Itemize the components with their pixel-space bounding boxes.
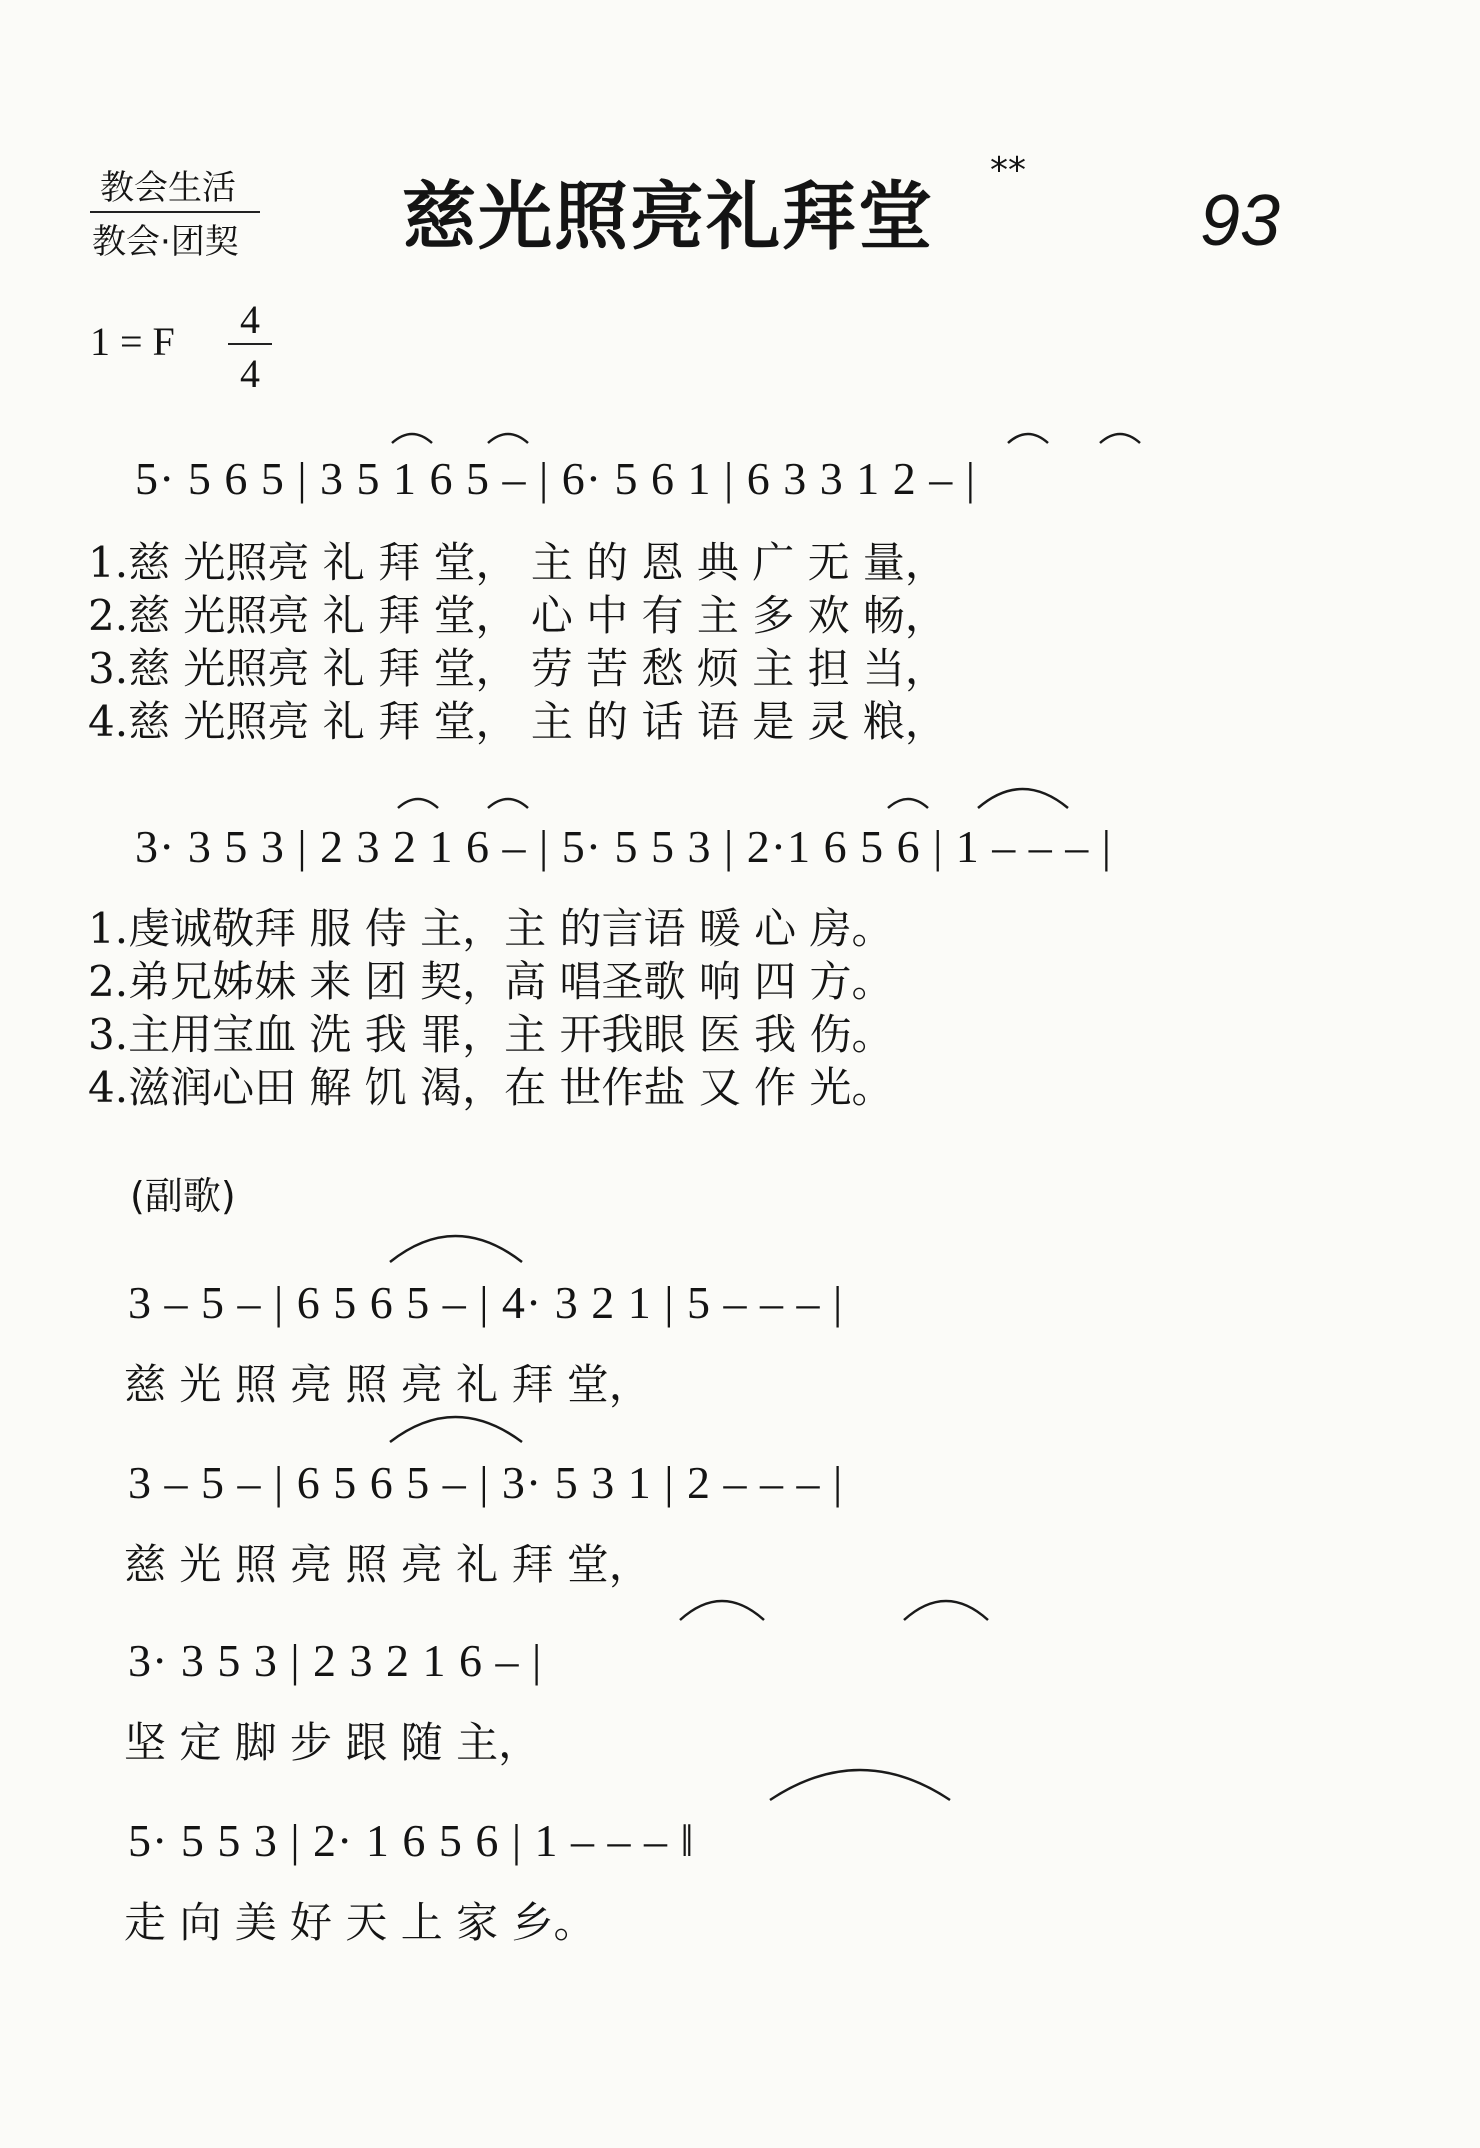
slur-10 <box>390 1417 522 1442</box>
system-1-verse-3: 3.慈 光照亮 礼 拜 堂， 劳 苦 愁 烦 主 担 当， <box>88 644 947 693</box>
slur-11 <box>680 1601 764 1620</box>
system-1-verse-4: 4.慈 光照亮 礼 拜 堂， 主 的 话 语 是 灵 粮， <box>88 697 947 746</box>
slur-9 <box>390 1236 522 1262</box>
slur-4 <box>1100 434 1140 443</box>
time-signature-top: 4 <box>240 297 260 342</box>
chorus-line-1-notes: 3 – 5 – | 6 5 6 5 – | 4· 3 2 1 | 5 – – – | <box>128 1277 844 1328</box>
title-mark: ** <box>990 150 1026 191</box>
slur-3 <box>1008 434 1048 443</box>
system-1-verse-1: 1.慈 光照亮 礼 拜 堂， 主 的 恩 典 广 无 量， <box>88 538 947 587</box>
system-2-verse-1: 1.虔诚敬拜 服 侍 主，主 的言语 暖 心 房。 <box>88 904 894 953</box>
system-2-verse-3: 3.主用宝血 洗 我 罪，主 开我眼 医 我 伤。 <box>88 1010 894 1059</box>
chorus-line-4-lyrics: 走 向 美 好 天 上 家 乡。 <box>124 1898 596 1947</box>
slur-8 <box>978 789 1068 808</box>
slur-2 <box>488 434 528 443</box>
key-signature: 1 = F <box>90 319 175 364</box>
time-signature-bottom: 4 <box>240 351 260 396</box>
category-bottom: 教会·团契 <box>92 222 239 262</box>
chorus-line-3-lyrics: 坚 定 脚 步 跟 随 主， <box>124 1718 541 1767</box>
system-1-notes: 5· 5 6 5 | 3 5 1 6 5 – | 6· 5 6 1 | 6 3 3 1 2 – | <box>135 453 976 504</box>
chorus-line-4-notes: 5· 5 5 3 | 2· 1 6 5 6 | 1 – – – ‖ <box>128 1815 695 1866</box>
system-2-verse-2: 2.弟兄姊妹 来 团 契，高 唱圣歌 响 四 方。 <box>88 957 894 1006</box>
slur-5 <box>398 799 438 808</box>
slur-13 <box>770 1770 950 1800</box>
chorus-line-3-notes: 3· 3 5 3 | 2 3 2 1 6 – | <box>128 1635 543 1686</box>
hymn-title: 慈光照亮礼拜堂 <box>402 174 934 260</box>
chorus-label: (副歌) <box>130 1174 236 1218</box>
slur-6 <box>488 799 528 808</box>
slur-1 <box>392 434 432 443</box>
system-2-notes: 3· 3 5 3 | 2 3 2 1 6 – | 5· 5 5 3 | 2·1 6 5 6 | 1 – – – | <box>135 821 1112 872</box>
chorus-line-1-lyrics: 慈 光 照 亮 照 亮 礼 拜 堂， <box>124 1360 651 1409</box>
system-1-verse-2: 2.慈 光照亮 礼 拜 堂， 心 中 有 主 多 欢 畅， <box>88 591 947 640</box>
slur-7 <box>888 799 928 808</box>
chorus-line-2-notes: 3 – 5 – | 6 5 6 5 – | 3· 5 3 1 | 2 – – – | <box>128 1457 844 1508</box>
category-top: 教会生活 <box>100 168 236 208</box>
slur-12 <box>904 1601 988 1620</box>
hymn-number: 93 <box>1200 181 1281 261</box>
system-2-verse-4: 4.滋润心田 解 饥 渴，在 世作盐 又 作 光。 <box>88 1063 894 1112</box>
chorus-line-2-lyrics: 慈 光 照 亮 照 亮 礼 拜 堂， <box>124 1540 651 1589</box>
